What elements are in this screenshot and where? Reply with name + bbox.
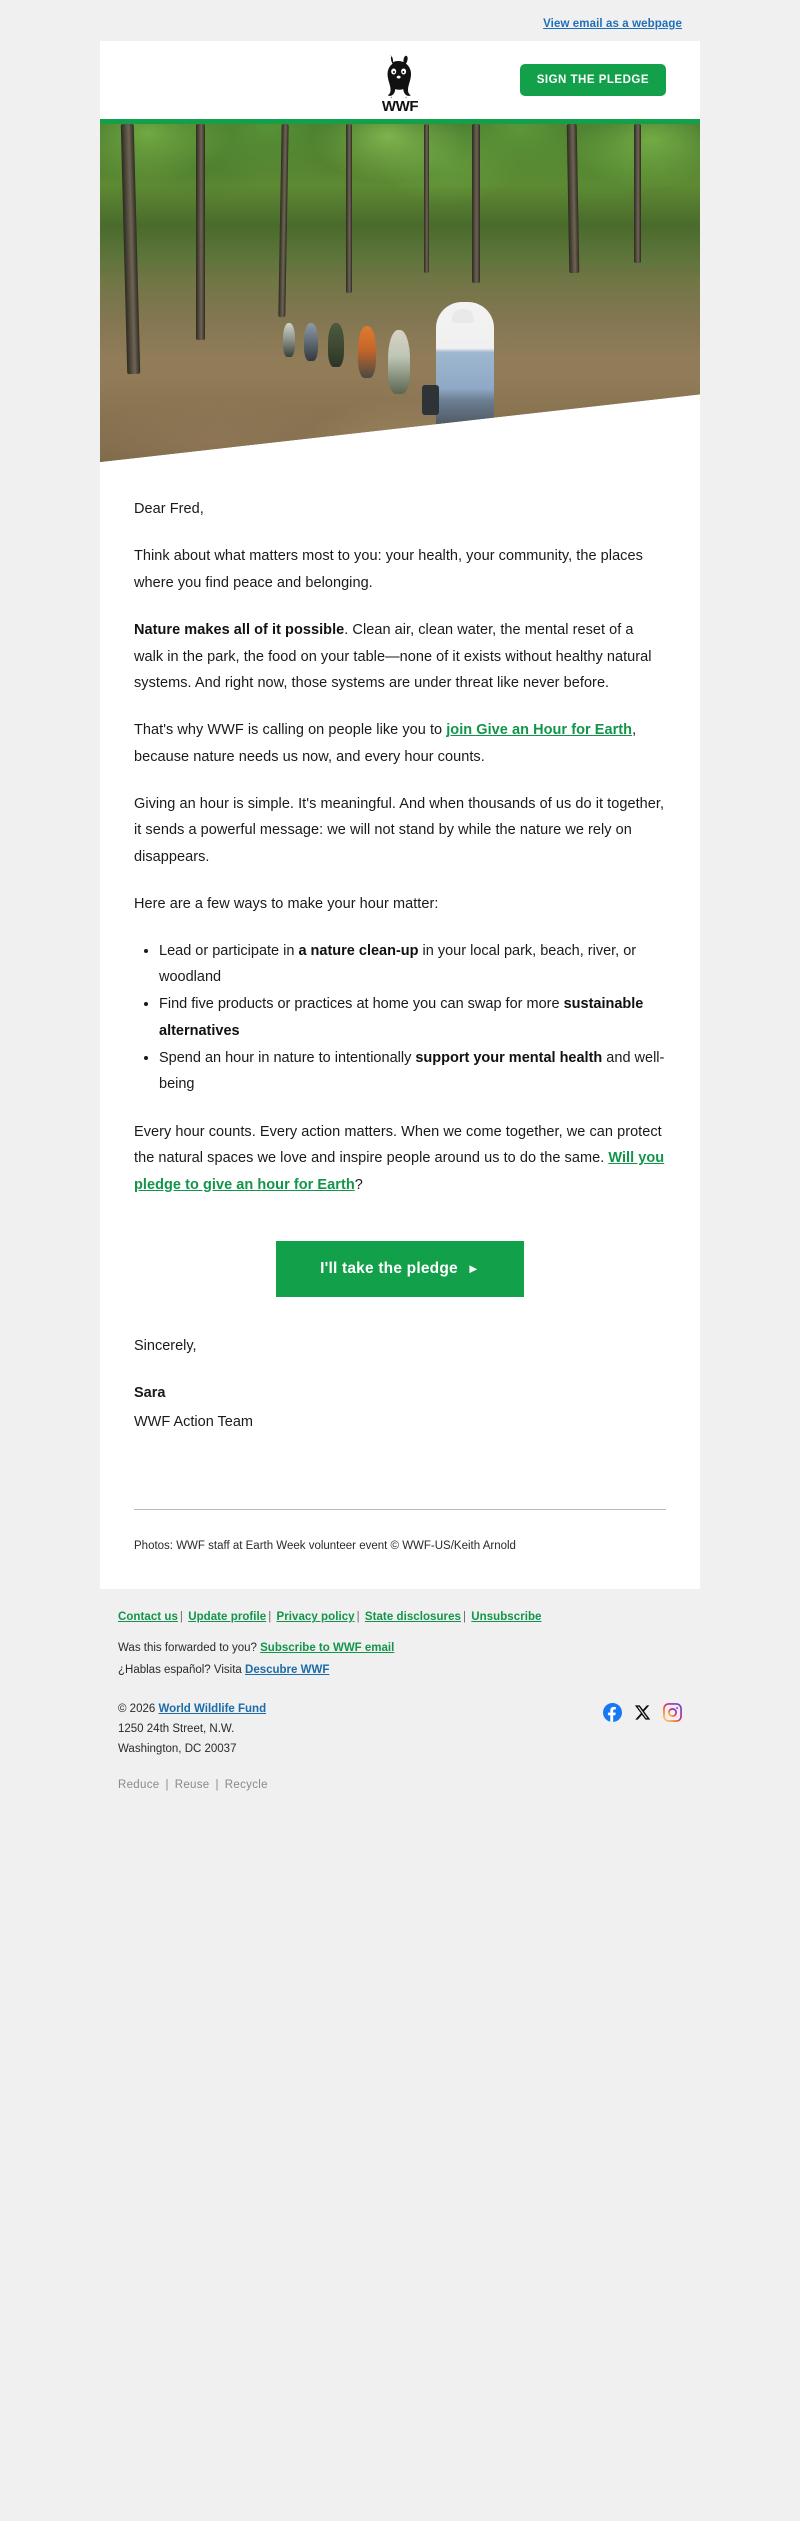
- signature-spacer: [134, 1435, 666, 1509]
- will-you-pledge-link[interactable]: Will you pledge to give an hour for Earth: [134, 1150, 665, 1193]
- reduce-separator: |: [165, 1779, 169, 1792]
- paragraph-intro: Think about what matters most to you: your health, your community, the places where you find peace and belonging.: [134, 548, 643, 591]
- reduce-label: Reduce: [118, 1779, 160, 1792]
- list-item-before: Lead or participate in: [159, 942, 299, 959]
- sign-the-pledge-button[interactable]: SIGN THE PLEDGE: [520, 64, 666, 97]
- contact-us-link[interactable]: Contact us: [118, 1611, 178, 1624]
- unsubscribe-link[interactable]: Unsubscribe: [471, 1611, 542, 1624]
- arrow-right-icon: ►: [466, 1260, 480, 1276]
- list-item-bold: a nature clean-up: [298, 942, 419, 959]
- recycle-label: Recycle: [224, 1779, 268, 1792]
- forwarded-text: Was this forwarded to you?: [118, 1642, 257, 1655]
- hero-hiker: [304, 323, 318, 361]
- spanish-line: [118, 1660, 682, 1681]
- paragraph-ways-intro: Here are a few ways to make your hour matter:: [134, 896, 439, 913]
- salutation: Dear Fred,: [134, 501, 204, 517]
- copyright-line: [118, 1699, 266, 1719]
- footer-separator: |: [462, 1611, 467, 1624]
- paragraph-give-an-hour: [134, 717, 666, 770]
- list-item: [159, 991, 666, 1044]
- footer-bottom: [118, 1699, 682, 1759]
- footer-links: [118, 1611, 682, 1623]
- reuse-label: Reuse: [174, 1779, 210, 1792]
- world-wildlife-fund-link[interactable]: World Wildlife Fund: [158, 1702, 267, 1715]
- reduce-separator: |: [215, 1779, 219, 1792]
- paragraph-closing-before: Every hour counts. Every action matters. When we come together, we can protect the natural spaces we love and inspire people around us to do the same.: [134, 1123, 662, 1167]
- header-spacer: [134, 80, 254, 81]
- list-item-bold: support your mental health: [415, 1050, 603, 1066]
- footer-separator: |: [356, 1611, 360, 1624]
- privacy-policy-link[interactable]: Privacy policy: [276, 1611, 355, 1624]
- ways-list: [134, 938, 666, 1098]
- email-footer: [0, 1589, 800, 1817]
- reduce-reuse-recycle: [118, 1779, 682, 1791]
- hero-tree-trunk: [472, 124, 480, 283]
- social-links: [603, 1699, 682, 1722]
- signature-closing: Sincerely,: [134, 1337, 197, 1354]
- paragraph-nature: [134, 617, 666, 696]
- list-item-before: Find five products or practices at home you can swap for more: [159, 996, 564, 1013]
- hero-image-inner: [100, 124, 700, 462]
- paragraph-together: Giving an hour is simple. It's meaningful. And when thousands of us do it together, it sends a powerful message: we will not stand by while the nature we rely on disappears.: [134, 796, 665, 865]
- list-item: [159, 938, 666, 991]
- cta-section: [100, 1219, 700, 1327]
- subscribe-link[interactable]: Subscribe to WWF email: [260, 1642, 395, 1655]
- list-item-bold: sustainable alternatives: [159, 996, 644, 1039]
- hero-canopy: [100, 124, 700, 279]
- spanish-text: ¿Hablas español? Visita: [118, 1663, 242, 1676]
- hero-tree-trunk: [196, 124, 205, 340]
- hero-hiker: [388, 330, 410, 394]
- take-the-pledge-label: I'll take the pledge: [320, 1259, 458, 1277]
- copyright-text: © 2026: [118, 1702, 156, 1715]
- hero-image: [100, 124, 700, 462]
- hero-hiker: [358, 326, 376, 378]
- footer-separator: |: [179, 1611, 183, 1624]
- email-card: [100, 41, 700, 1589]
- list-item-after: in your local park, beach, river, or woodland: [159, 942, 637, 985]
- state-disclosures-link[interactable]: State disclosures: [364, 1611, 461, 1624]
- view-as-webpage-link[interactable]: View email as a webpage: [543, 18, 682, 30]
- signature-name: Sara: [134, 1385, 166, 1402]
- join-give-an-hour-link[interactable]: join Give an Hour for Earth: [446, 722, 633, 739]
- org-address: [118, 1699, 266, 1759]
- preheader: [0, 0, 800, 41]
- wwf-wordmark: WWF: [381, 98, 419, 115]
- paragraph-closing-after: ?: [354, 1176, 363, 1193]
- forwarded-line: [118, 1638, 682, 1659]
- update-profile-link[interactable]: Update profile: [188, 1611, 267, 1624]
- x-twitter-icon[interactable]: [633, 1703, 652, 1722]
- hero-tree-trunk: [424, 124, 429, 273]
- paragraph-nature-rest: . Clean air, clean water, the mental reset of a walk in the park, the food on your table—none of it exists without healthy natural systems. And right now, those systems are under threat like never before.: [134, 622, 652, 691]
- hero-tree-trunk: [346, 124, 352, 293]
- address-line-1: 1250 24th Street, N.W.: [118, 1722, 235, 1735]
- paragraph-nature-bold: Nature makes all of it possible: [134, 622, 345, 639]
- email-body: [100, 462, 700, 1198]
- take-the-pledge-button[interactable]: [276, 1241, 524, 1297]
- list-item-before: Spend an hour in nature to intentionally: [159, 1050, 416, 1066]
- paragraph-give-an-hour-after: , because nature needs us now, and every hour counts.: [134, 722, 637, 765]
- list-item-after: and well-being: [159, 1050, 665, 1093]
- facebook-icon[interactable]: [603, 1703, 622, 1722]
- wwf-panda-logo: [367, 53, 433, 115]
- hero-hiker: [328, 323, 344, 367]
- panda-icon: [377, 53, 423, 100]
- hero-hiker-cap: [452, 309, 474, 323]
- instagram-icon[interactable]: [663, 1703, 682, 1722]
- photo-credit: Photos: WWF staff at Earth Week volunteer event © WWF-US/Keith Arnold: [100, 1510, 700, 1589]
- footer-separator: |: [268, 1611, 272, 1624]
- hero-hiker-bag: [422, 385, 439, 415]
- paragraph-closing-ask: [134, 1119, 666, 1198]
- hero-tree-trunk: [634, 124, 641, 263]
- signature-block: [100, 1327, 700, 1509]
- hero-hiker: [283, 323, 295, 357]
- descubre-wwf-link[interactable]: Descubre WWF: [245, 1663, 330, 1676]
- signature-team: WWF Action Team: [134, 1413, 253, 1430]
- list-item: [159, 1045, 666, 1098]
- address-line-2: Washington, DC 20037: [118, 1743, 237, 1756]
- email-header: [100, 41, 700, 119]
- paragraph-give-an-hour-before: That's why WWF is calling on people like you to: [134, 722, 447, 739]
